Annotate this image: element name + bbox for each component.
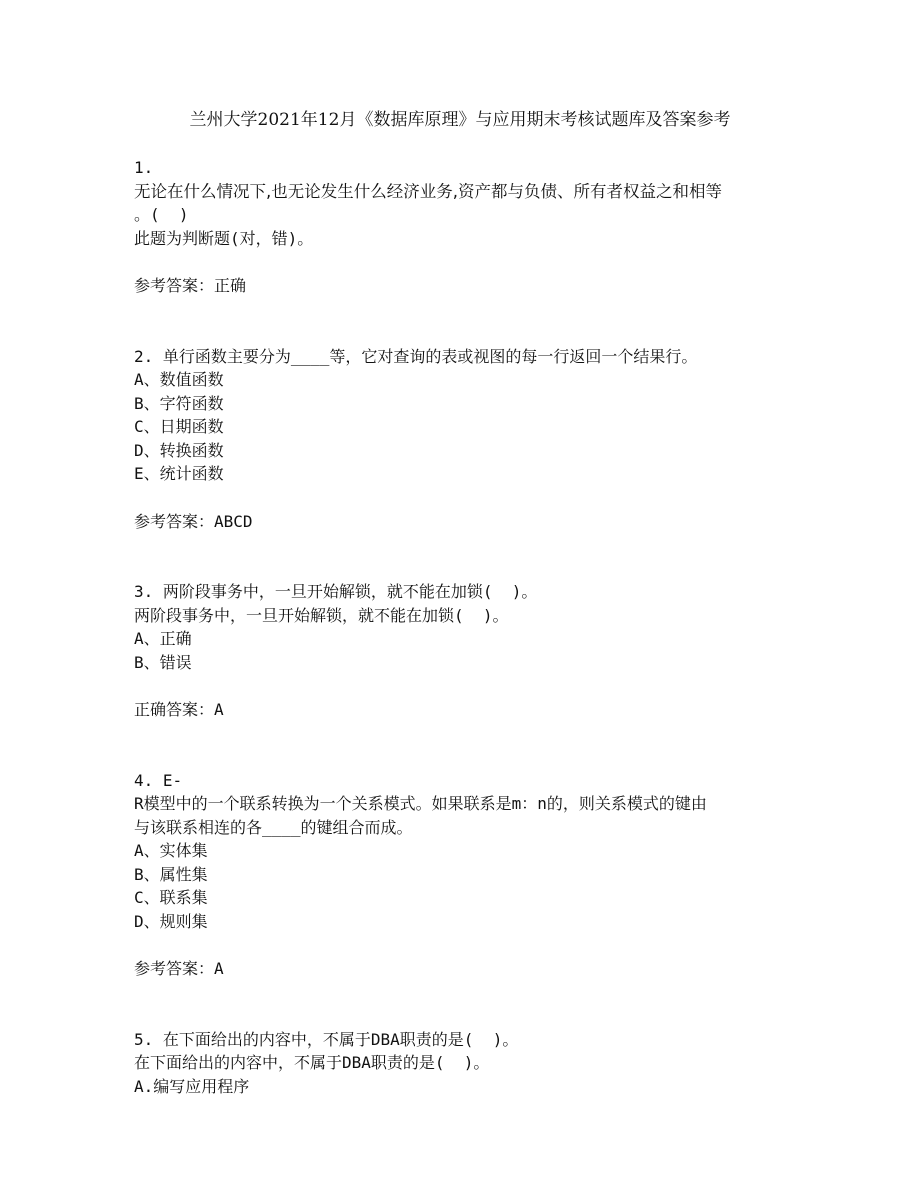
spacer: [134, 674, 794, 698]
question-stem-line: 5. 在下面给出的内容中，不属于DBA职责的是( )。: [134, 1029, 519, 1049]
spacer: [134, 722, 794, 769]
question-2: [134, 345, 794, 534]
spacer: [134, 486, 794, 510]
question-4: [134, 769, 794, 981]
option-line: D、规则集: [134, 911, 208, 931]
answer-line: 正确答案：A: [134, 700, 224, 719]
option-line: A、数值函数: [134, 370, 224, 389]
option-line: D、转换函数: [134, 440, 224, 460]
option-line: A、实体集: [134, 841, 208, 860]
option-line: B、字符函数: [134, 393, 224, 413]
question-5: [134, 1028, 794, 1099]
question-stem-line: 在下面给出的内容中，不属于DBA职责的是( )。: [134, 1053, 490, 1072]
question-1: [134, 156, 794, 298]
spacer: [134, 981, 794, 1028]
spacer: [134, 250, 794, 274]
question-3: [134, 580, 794, 722]
answer-line: 参考答案：正确: [134, 276, 247, 295]
option-line: C、联系集: [134, 888, 208, 907]
option-line: A.编写应用程序: [134, 1076, 250, 1096]
option-line: B、错误: [134, 652, 192, 672]
question-stem-line: 无论在什么情况下,也无论发生什么经济业务,资产都与负债、所有者权益之和相等: [134, 181, 722, 201]
question-stem-line: 。( ): [134, 205, 189, 224]
option-line: E、统计函数: [134, 464, 224, 483]
question-stem-line: 此题为判断题(对，错)。: [134, 228, 314, 248]
question-stem-line: 两阶段事务中，一旦开始解锁，就不能在加锁( )。: [134, 605, 509, 625]
question-number: 1.: [134, 158, 154, 177]
answer-line: 参考答案：A: [134, 959, 224, 978]
question-stem-line: R模型中的一个联系转换为一个关系模式。如果联系是m：n的，则关系模式的键由: [134, 794, 707, 813]
spacer: [134, 533, 794, 580]
question-stem-line: 3. 两阶段事务中，一旦开始解锁，就不能在加锁( )。: [134, 582, 538, 601]
option-line: B、属性集: [134, 864, 208, 884]
question-list: [134, 156, 794, 1098]
question-number: 4. E-: [134, 770, 183, 790]
option-line: C、日期函数: [134, 417, 224, 436]
question-stem-line: 2. 单行函数主要分为____等，它对查询的表或视图的每一行返回一个结果行。: [134, 346, 698, 366]
option-line: A、正确: [134, 629, 192, 648]
answer-line: 参考答案：ABCD: [134, 511, 253, 531]
spacer: [134, 298, 794, 345]
question-stem-line: 与该联系相连的各____的键组合而成。: [134, 817, 413, 837]
document-title: 兰州大学2021年12月《数据库原理》与应用期末考核试题库及答案参考: [189, 110, 731, 130]
spacer: [134, 933, 794, 957]
